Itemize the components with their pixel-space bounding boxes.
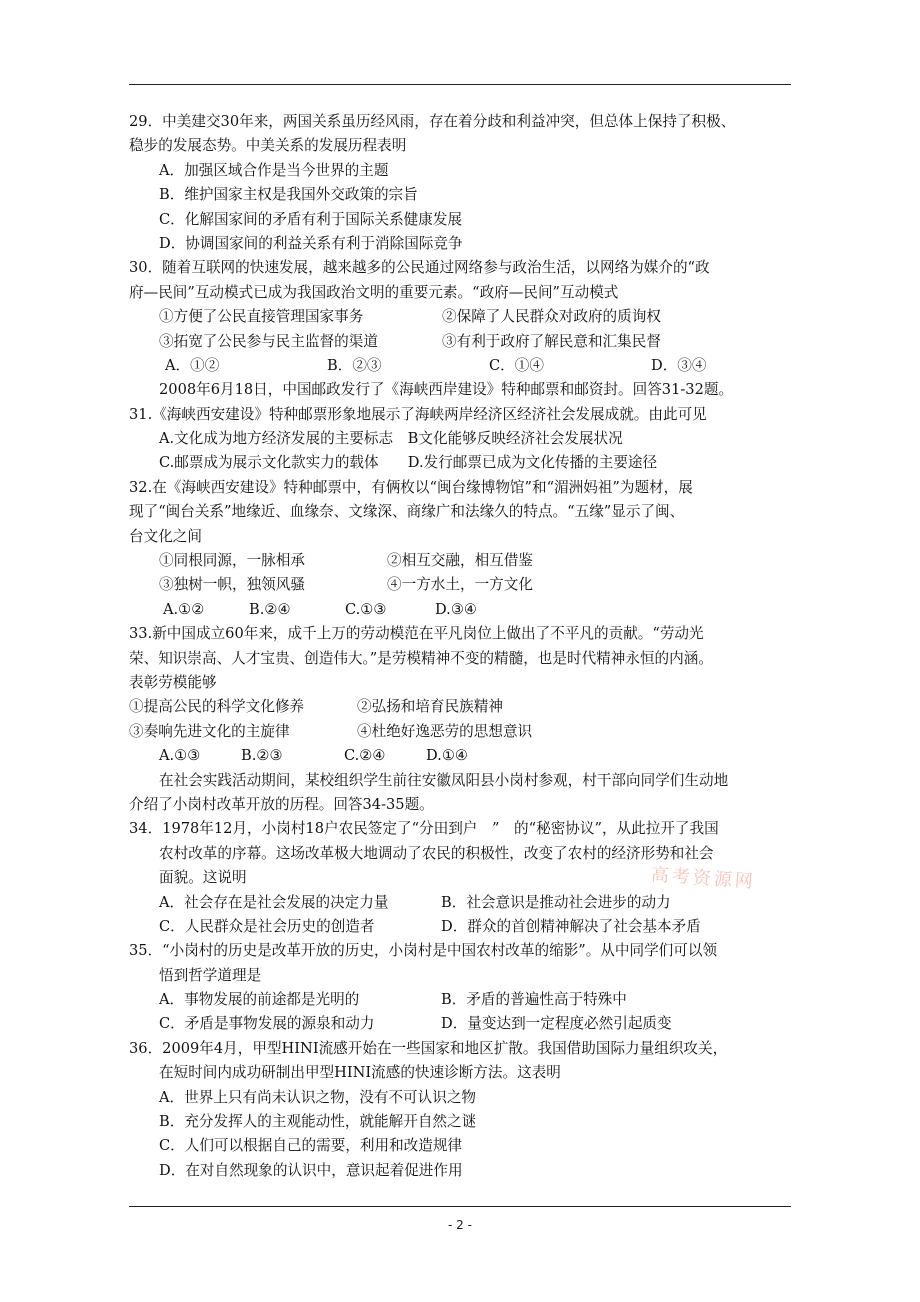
q33-statements-row2	[129, 720, 794, 744]
q36-option-b: B．充分发挥人的主观能动性，就能解开自然之谜	[159, 1113, 477, 1131]
q32-statement-2: ②相互交融，相互借鉴	[387, 552, 533, 570]
q33-stem-line2: 荣、知识崇高、人才宝贵、创造伟大。”是劳模精神不变的精髓，也是时代精神永恒的内涵。	[129, 649, 713, 667]
q30-statement-2: ②保障了人民群众对政府的质询权	[442, 308, 661, 326]
q32-statement-3: ③独树一帜，独领风骚	[159, 576, 305, 594]
watermark-stamp: 高考资源网	[650, 864, 757, 893]
q33-option-a: A.①③	[159, 747, 201, 765]
q29-option-c: C．化解国家间的矛盾有利于国际关系健康发展	[159, 210, 463, 228]
q33-statements-row1	[129, 695, 794, 719]
intro-34-35-line1: 在社会实践活动期间，某校组织学生前往安徽凤阳县小岗村参观，村干部向同学们生动地	[159, 771, 729, 789]
q32-stem-line1: 32.在《海峡西安建设》特种邮票中，有俩枚以“闽台缘博物馆”和“湄洲妈祖”为题材，展	[129, 478, 693, 496]
q30-statements-row1	[129, 305, 794, 329]
q29-option-a: A．加强区域合作是当今世界的主题	[159, 161, 389, 179]
footer-rule	[129, 1206, 791, 1207]
q33-option-b: B.②③	[241, 747, 283, 765]
q33-statement-4: ④杜绝好逸恶劳的思想意识	[357, 722, 533, 740]
q36-stem-line2: 在短时间内成功研制出甲型HINI流感的快速诊断方法。这表明	[159, 1064, 561, 1082]
q34-option-d: D．群众的首创精神解决了社会基本矛盾	[441, 917, 701, 935]
q29-option-d: D．协调国家间的利益关系有利于消除国际竞争	[159, 234, 463, 252]
q30-option-a: A．①②	[165, 356, 220, 374]
q35-option-c: C．矛盾是事物发展的源泉和动力	[159, 1015, 375, 1033]
q30-statement-3: ③拓宽了公民参与民主监督的渠道	[159, 332, 378, 350]
q34-option-b: B．社会意识是推动社会进步的动力	[441, 893, 671, 911]
q31-options-ab: A.文化成为地方经济发展的主要标志 B文化能够反映经济社会发展状况	[159, 430, 623, 448]
header-rule	[129, 84, 791, 85]
q35-option-b: B．矛盾的普遍性高于特殊中	[441, 991, 627, 1009]
q35-options-row1	[129, 988, 794, 1012]
intro-34-35-line2: 介绍了小岗村改革开放的历程。回答34-35题。	[129, 795, 434, 813]
exam-questions	[129, 110, 794, 1183]
q35-options-row2	[129, 1012, 794, 1036]
q30-statements-row2	[129, 330, 794, 354]
q30-statement-4: ③有利于政府了解民意和汇集民督	[442, 332, 661, 350]
q35-stem-line1: 35．“小岗村的历史是改革开放的历史，小岗村是中国农村改革的缩影”。从中同学们可以领	[129, 942, 718, 960]
q33-option-c: C.②④	[344, 747, 386, 765]
intro-31-32: 2008年6月18日，中国邮政发行了《海峡西岸建设》特种邮票和邮资封。回答31-32题。	[159, 381, 734, 399]
q30-option-d: D．③④	[651, 356, 707, 374]
page-number: - 2 -	[448, 1218, 472, 1232]
q33-option-d: D.①④	[426, 747, 468, 765]
q33-statement-3: ③奏响先进文化的主旋律	[129, 722, 290, 740]
q30-statement-1: ①方便了公民直接管理国家事务	[159, 308, 364, 326]
q34-stem-line1: 34．1978年12月，小岗村18户农民签定了“分田到户 ” 的“秘密协议”，从此拉开了我国	[129, 820, 719, 838]
q32-stem-line3: 台文化之间	[129, 527, 202, 545]
q32-statement-1: ①同根同源，一脉相承	[159, 552, 305, 570]
q34-stem-line2: 农村改革的序幕。这场改革极大地调动了农民的积极性，改变了农村的经济形势和社会	[159, 844, 714, 862]
q32-options	[129, 598, 794, 622]
q30-stem-line1: 30．随着互联网的快速发展，越来越多的公民通过网络参与政治生活，以网络为媒介的“政	[129, 259, 710, 277]
q35-stem-line2: 悟到哲学道理是	[159, 966, 262, 984]
q29-stem-line2: 稳步的发展态势。中美关系的发展历程表明	[129, 137, 407, 155]
q30-stem-line2: 府—民间”互动模式已成为我国政治文明的重要元素。“政府—民间”互动模式	[129, 283, 619, 301]
q33-statement-1: ①提高公民的科学文化修养	[129, 698, 305, 716]
q35-option-d: D．量变达到一定程度必然引起质变	[441, 1015, 672, 1033]
q32-stem-line2: 现了“闽台关系”地缘近、血缘奈、文缘深、商缘广和法缘久的特点。“五缘”显示了闽、	[129, 503, 685, 521]
q30-option-c: C．①④	[489, 356, 544, 374]
q32-option-a: A.①②	[163, 600, 205, 618]
q36-stem-line1: 36．2009年4月，甲型HINI流感开始在一些国家和地区扩散。我国借助国际力量组织攻关，	[129, 1039, 728, 1057]
q32-statement-4: ④一方水土，一方文化	[387, 576, 533, 594]
q31-options-cd: C.邮票成为展示文化款实力的载体 D.发行邮票已成为文化传播的主要途径	[159, 454, 658, 472]
q32-statements-row1	[129, 549, 794, 573]
q36-option-a: A．世界上只有尚未认识之物，没有不可认识之物	[159, 1088, 477, 1106]
q36-option-d: D．在对自然现象的认识中，意识起着促进作用	[159, 1161, 463, 1179]
q35-option-a: A．事物发展的前途都是光明的	[159, 991, 360, 1009]
q30-option-b: B．②③	[327, 356, 382, 374]
q33-statement-2: ②弘扬和培育民族精神	[357, 698, 503, 716]
q32-option-c: C.①③	[345, 600, 387, 618]
q32-option-d: D.③④	[435, 600, 477, 618]
q34-option-c: C．人民群众是社会历史的创造者	[159, 917, 375, 935]
q29-option-b: B．维护国家主权是我国外交政策的宗旨	[159, 186, 418, 204]
q32-option-b: B.②④	[249, 600, 291, 618]
q32-statements-row2	[129, 573, 794, 597]
q36-option-c: C．人们可以根据自己的需要，利用和改造规律	[159, 1137, 463, 1155]
q34-options-row1	[129, 891, 794, 915]
q33-stem-line3: 表彰劳模能够	[129, 673, 217, 691]
q34-stem-line3: 面貌。这说明	[159, 869, 247, 887]
q29-stem-line1: 29．中美建交30年来，两国关系虽历经风雨，存在着分歧和利益冲突，但总体上保持了积极、	[129, 113, 736, 130]
q33-options	[129, 744, 794, 768]
q33-stem-line1: 33.新中国成立60年来，成千上万的劳动模范在平凡岗位上做出了不平凡的贡献。“劳动光	[129, 625, 704, 643]
q34-option-a: A．社会存在是社会发展的决定力量	[159, 893, 389, 911]
q31-stem: 31.《海峡西安建设》特种邮票形象地展示了海峡两岸经济区经济社会发展成就。由此可见	[129, 405, 707, 423]
q30-options	[129, 354, 794, 378]
q34-options-row2	[129, 915, 794, 939]
